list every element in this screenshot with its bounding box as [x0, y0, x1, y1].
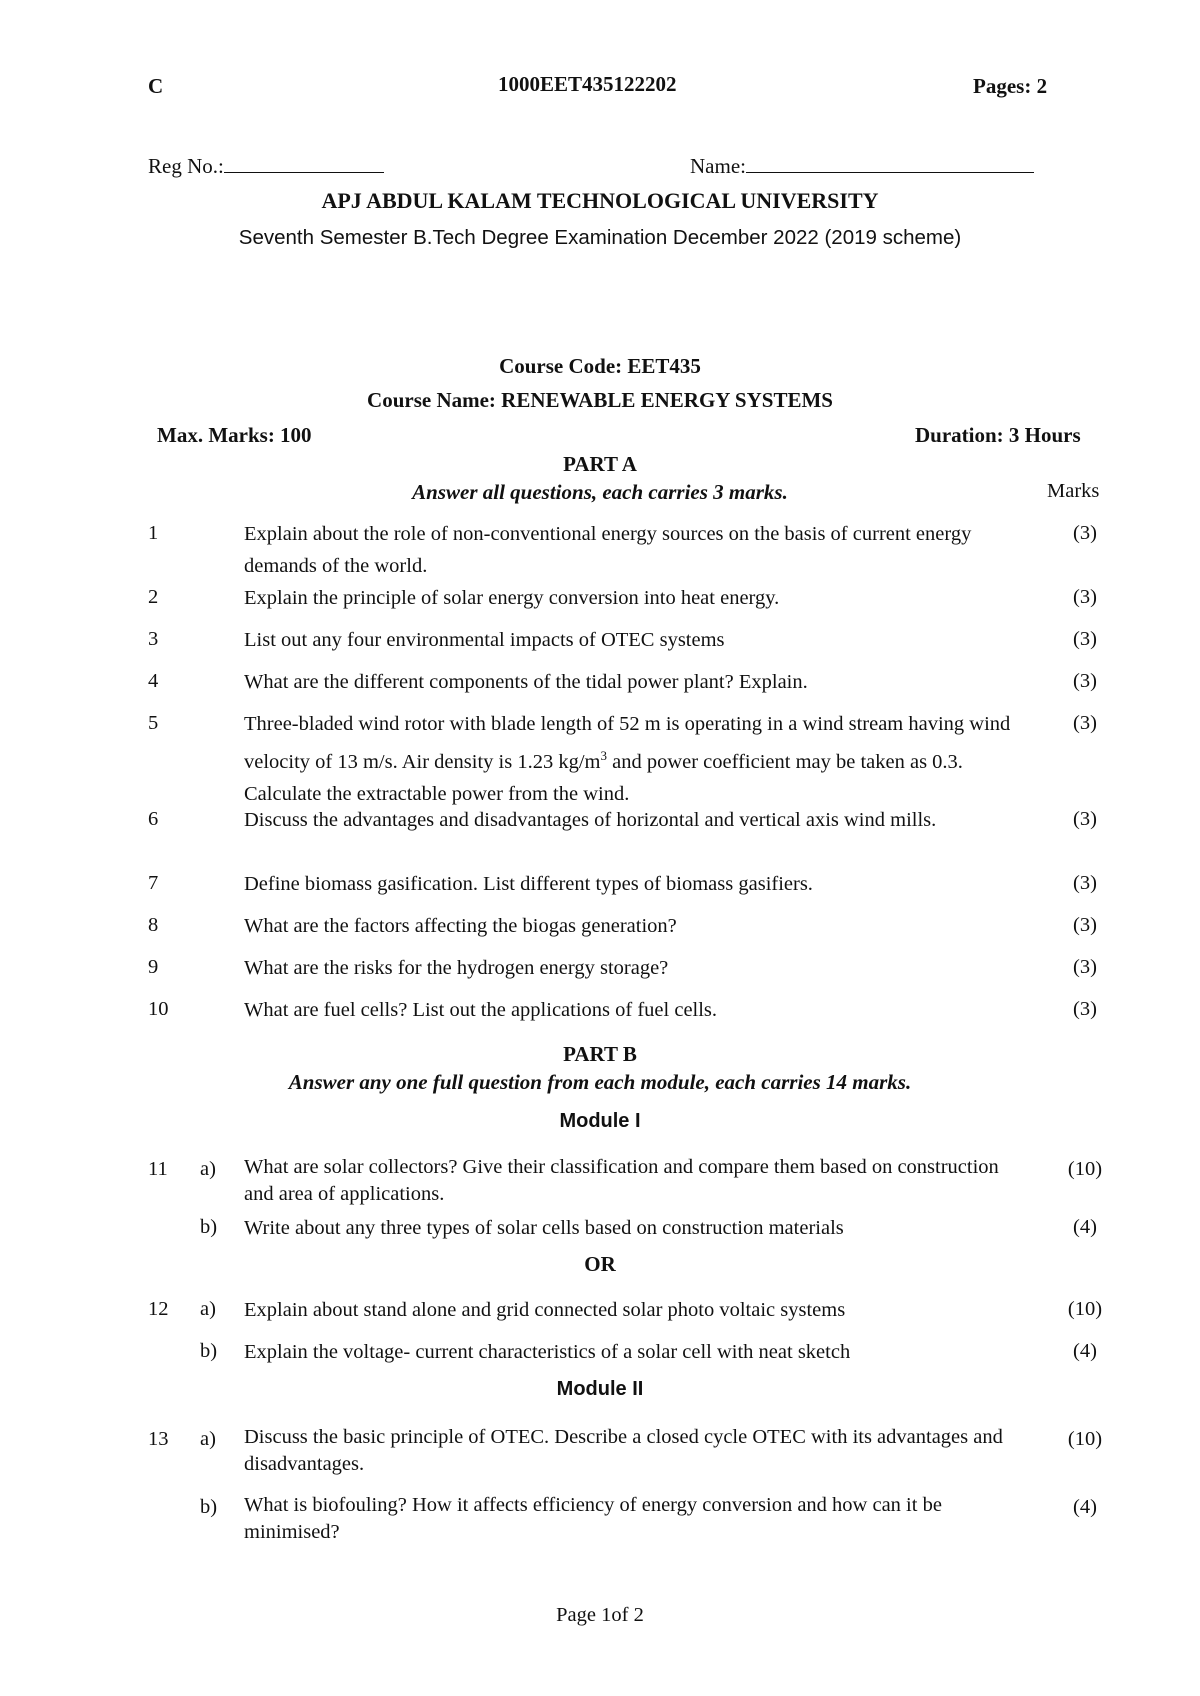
question-text: Write about any three types of solar cells based on construction materials [244, 1217, 844, 1239]
question-number: 1 [148, 522, 159, 544]
question-text: Explain about stand alone and grid connected solar photo voltaic systems [244, 1299, 846, 1321]
question-marks: (10) [1067, 1428, 1103, 1450]
part-b-title: PART B [563, 1042, 637, 1066]
question-text: Explain about the role of non-conventional energy sources on the basis of current energy demands of the world. [244, 523, 972, 577]
question-marks: (4) [1073, 1340, 1097, 1362]
page-count: Pages: 2 [973, 74, 1048, 98]
question-text: Discuss the basic principle of OTEC. Describe a closed cycle OTEC with its advantages and disadvantages. [244, 1426, 1003, 1475]
module-1-heading: Module I [559, 1110, 641, 1132]
question-number: 6 [148, 808, 159, 830]
subpart-label: a) [200, 1428, 216, 1450]
question-number: 8 [148, 914, 159, 936]
question-marks: (10) [1067, 1158, 1103, 1180]
question-text: Explain the principle of solar energy conversion into heat energy. [244, 587, 780, 609]
question-number: 10 [148, 998, 169, 1020]
question-number: 2 [148, 586, 159, 608]
reg-no-label: Reg No.: [148, 154, 224, 178]
question-number: 5 [148, 712, 159, 734]
reg-no-line [224, 154, 384, 173]
question-marks: (3) [1073, 914, 1097, 936]
question-marks: (4) [1073, 1216, 1097, 1238]
page-footer: Page 1of 2 [556, 1604, 644, 1626]
subpart-label: b) [200, 1496, 218, 1518]
question-number: 12 [148, 1298, 169, 1320]
question-text: Three-bladed wind rotor with blade length of 52 m is operating in a wind stream having wind velocity of 13 m/s. Air density is 1.23 $kg/m^3$ and power coefficient may be taken as 0.3. Calculate the extractable power from the wind. [244, 713, 1011, 805]
name-line [746, 154, 1034, 173]
question-marks: (3) [1073, 872, 1097, 894]
question-marks: (3) [1073, 670, 1097, 692]
exam-title: Seventh Semester B.Tech Degree Examination December 2022 (2019 scheme) [238, 226, 962, 249]
question-number: 11 [148, 1158, 168, 1180]
question-marks: (3) [1073, 808, 1097, 830]
name-label: Name: [690, 154, 746, 178]
course-name: Course Name: RENEWABLE ENERGY SYSTEMS [367, 388, 833, 412]
part-a-title: PART A [563, 452, 637, 476]
question-marks: (10) [1067, 1298, 1103, 1320]
question-marks: (3) [1073, 956, 1097, 978]
question-number: 9 [148, 956, 159, 978]
marks-column-label: Marks [1047, 480, 1100, 502]
question-text: Explain the voltage- current characteristics of a solar cell with neat sketch [244, 1341, 851, 1363]
question-text: What are fuel cells? List out the applications of fuel cells. [244, 999, 718, 1021]
question-text: What is biofouling? How it affects efficiency of energy conversion and how can it be minimised? [244, 1494, 942, 1543]
university-title: APJ ABDUL KALAM TECHNOLOGICAL UNIVERSITY [321, 188, 879, 213]
question-number: 7 [148, 872, 159, 894]
question-text: Discuss the advantages and disadvantages of horizontal and vertical axis wind mills. [244, 809, 937, 831]
question-marks: (3) [1073, 712, 1097, 734]
question-marks: (3) [1073, 586, 1097, 608]
question-number: 3 [148, 628, 159, 650]
question-number: 4 [148, 670, 159, 692]
course-code: Course Code: EET435 [499, 354, 701, 378]
series-letter: C [148, 74, 164, 98]
question-text: List out any four environmental impacts of OTEC systems [244, 629, 725, 651]
question-marks: (3) [1073, 998, 1097, 1020]
question-marks: (3) [1073, 628, 1097, 650]
question-number: 13 [148, 1428, 169, 1450]
name-field [690, 154, 1034, 179]
module-2-heading: Module II [556, 1378, 644, 1400]
subpart-label: b) [200, 1340, 218, 1362]
subpart-label: a) [200, 1298, 216, 1320]
or-separator: OR [584, 1252, 616, 1276]
question-text: What are solar collectors? Give their classification and compare them based on construction and area of applications. [244, 1156, 999, 1205]
subpart-label: b) [200, 1216, 218, 1238]
reg-no-field [148, 154, 384, 179]
question-marks: (3) [1073, 522, 1097, 544]
part-b-instruction: Answer any one full question from each module, each carries 14 marks. [288, 1070, 912, 1094]
superscript: 3 [600, 748, 607, 763]
part-a-instruction: Answer all questions, each carries 3 marks. [412, 480, 788, 504]
question-marks: (4) [1073, 1496, 1097, 1518]
max-marks: Max. Marks: 100 [157, 423, 312, 447]
question-text: What are the factors affecting the biogas generation? [244, 915, 677, 937]
subpart-label: a) [200, 1158, 216, 1180]
question-text: Define biomass gasification. List different types of biomass gasifiers. [244, 873, 813, 895]
duration: Duration: 3 Hours [915, 423, 1081, 447]
question-text: What are the risks for the hydrogen energy storage? [244, 957, 669, 979]
paper-code: 1000EET435122202 [498, 72, 677, 96]
question-text: What are the different components of the tidal power plant? Explain. [244, 671, 808, 693]
